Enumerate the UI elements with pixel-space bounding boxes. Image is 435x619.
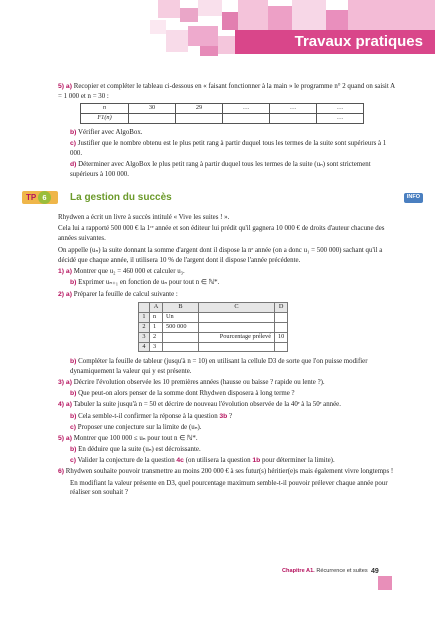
row-number: 1	[139, 313, 150, 323]
table-cell: …	[317, 114, 364, 124]
table-cell: 29	[176, 104, 223, 114]
sheet-cell	[199, 313, 275, 323]
sheet-cell	[275, 342, 288, 352]
intro-p2: Cela lui a rapporté 500 000 € la 1ʳᵉ année et son éditeur lui prédit qu'il gagnera 10 000 € de droits d'auteur chacune des années suivantes.	[58, 225, 385, 242]
question-5b	[58, 128, 398, 138]
question-text: pour déterminer la limite).	[261, 457, 335, 465]
question-6-continued: En modifiant la valeur présente en D3, quel pourcentage maximum semble-t-il pouvoir prélever chaque année pour réaliser son souhait ?	[70, 479, 388, 497]
question-text: Montrer que u₂ = 460 000 et calculer u₃.	[73, 268, 185, 276]
row-number: 3	[139, 332, 150, 342]
sheet-cell: 500 000	[163, 322, 199, 332]
question-number: b)	[70, 412, 77, 420]
question-text: Rhydwen souhaite pouvoir transmettre au moins 200 000 € à ses futur(s) héritier(e)s mais également vivre longtemps !	[65, 468, 394, 476]
tp6-content	[58, 213, 398, 499]
question-3b	[58, 389, 398, 399]
question-text: Proposer une conjecture sur la limite de (uₙ).	[77, 423, 202, 431]
intro-p1: Rhydwen a écrit un livre à succès intitulé « Vive les suites ! ».	[58, 214, 230, 221]
question-text: Exprimer uₙ₊₁ en fonction de uₙ pour tout n ∈ ℕ*.	[78, 279, 220, 287]
table-row	[81, 114, 364, 124]
tp-number: 6	[38, 191, 51, 204]
table-cell	[129, 114, 176, 124]
sheet-row	[139, 342, 288, 352]
sheet-cell	[199, 322, 275, 332]
question-text: (on utilisera la question	[185, 457, 251, 465]
question-number: d)	[70, 161, 77, 169]
page-number: 49	[371, 568, 379, 575]
question-4a	[58, 400, 398, 410]
question-text: Tabuler la suite jusqu'à n = 50 et décrire de nouveau l'évolution observée de la 40ᵉ à la 50ᵉ année.	[73, 401, 341, 409]
question-number: b)	[70, 279, 77, 287]
question-2b	[58, 357, 398, 376]
table-cell: F1(n)	[81, 114, 129, 124]
sheet-cell	[199, 342, 275, 352]
question-4b	[58, 412, 398, 422]
intro-p3: On appelle (uₙ) la suite donnant la somme d'argent dont il dispose la nᵉ année (on a donc u₁ = 500 000) sachant qu'il a décidé que chaque année, il utilisera 10 % de l'argent dont il dispose l'année précédente.	[58, 247, 383, 265]
exercise-5	[58, 82, 398, 181]
question-text: En déduire que la suite (uₙ) est décroissante.	[78, 446, 201, 454]
sheet-header-row	[139, 303, 288, 313]
sheet-row	[139, 313, 288, 323]
sheet-cell: 1	[150, 322, 163, 332]
table-cell: n	[81, 104, 129, 114]
question-2a	[58, 290, 398, 300]
question-number: 5) a)	[58, 83, 72, 90]
sheet-cell: Pourcentage prélevé	[199, 332, 275, 342]
col-header: C	[199, 303, 275, 313]
question-text: Recopier et compléter le tableau ci-dessous en « faisant fonctionner à la main » le programme n° 2 quand on saisit A = 1 000 et n = 30 :	[58, 83, 395, 100]
row-number: 4	[139, 342, 150, 352]
question-number: b)	[70, 446, 77, 454]
question-text: Vérifier avec AlgoBox.	[78, 129, 143, 137]
question-6	[58, 467, 398, 477]
question-5c-tp	[58, 456, 398, 466]
question-text: ?	[227, 412, 233, 420]
spreadsheet	[138, 302, 288, 352]
question-number: 2) a)	[58, 290, 72, 298]
question-text: Montrer que 100 000 ≤ uₙ pour tout n ∈ ℕ*.	[73, 434, 198, 442]
col-header: D	[275, 303, 288, 313]
table-cell: …	[223, 104, 270, 114]
question-reference: 1b	[252, 457, 261, 465]
table-cell	[270, 114, 317, 124]
question-text: Préparer la feuille de calcul suivante :	[73, 290, 178, 298]
question-5a	[58, 82, 398, 101]
question-number: 4) a)	[58, 401, 72, 409]
question-1b	[58, 278, 398, 288]
question-5b-tp	[58, 445, 398, 455]
tp-banner	[12, 191, 425, 205]
question-text: Que peut-on alors penser de la somme dont Rhydwen disposera à long terme ?	[78, 390, 295, 398]
sheet-cell: 10	[275, 332, 288, 342]
question-number: 6)	[58, 468, 65, 476]
question-number: b)	[70, 390, 77, 398]
sheet-row	[139, 332, 288, 342]
question-4c	[58, 423, 398, 433]
sheet-cell	[163, 342, 199, 352]
footer-tab	[378, 576, 392, 590]
table-cell	[176, 114, 223, 124]
table-cell	[223, 114, 270, 124]
sheet-row	[139, 322, 288, 332]
col-header: A	[150, 303, 163, 313]
table-cell: …	[317, 104, 364, 114]
question-number: c)	[70, 457, 77, 465]
page-title: Travaux pratiques	[294, 33, 423, 50]
question-text: Justifier que le nombre obtenu est le plus petit rang à partir duquel tous les termes de la suite sont supérieurs à 1 000.	[70, 140, 387, 158]
question-number: c)	[70, 140, 77, 148]
sheet-cell: 3	[150, 342, 163, 352]
question-number: b)	[70, 358, 77, 366]
row-number: 2	[139, 322, 150, 332]
col-header: B	[163, 303, 199, 313]
question-text: Déterminer avec AlgoBox le plus petit rang à partir duquel tous les termes de la suite (uₙ) sont strictement supérieurs à 100 000.	[70, 161, 371, 178]
question-number: 5) a)	[58, 434, 72, 442]
sheet-cell: 2	[150, 332, 163, 342]
question-1a	[58, 267, 398, 277]
question-number: 3) a)	[58, 379, 72, 387]
footer-chapter	[282, 568, 368, 576]
sheet-cell: n	[150, 313, 163, 323]
table-row	[81, 104, 364, 114]
info-badge: INFO	[404, 193, 423, 203]
sheet-cell: Un	[163, 313, 199, 323]
question-reference: 4c	[176, 457, 184, 465]
sheet-cell	[275, 322, 288, 332]
question-text: Cela semble-t-il confirmer la réponse à la question	[78, 412, 218, 420]
sheet-cell	[163, 332, 199, 342]
question-number: 1) a)	[58, 268, 72, 276]
question-text: Compléter la feuille de tableur (jusqu'à n = 10) en utilisant la cellule D3 de sorte que l'on puisse modifier dynamiquement la valeur qui y est présente.	[70, 358, 368, 375]
question-3a	[58, 378, 398, 388]
question-text: Valider la conjecture de la question	[77, 457, 175, 465]
question-text: Décrire l'évolution observée les 10 premières années (hausse ou baisse ? rapide ou lente ?).	[73, 379, 325, 387]
tp-title: La gestion du succès	[70, 192, 172, 203]
chapter-label: Chapitre A1.	[282, 568, 315, 574]
question-5a-tp	[58, 434, 398, 444]
values-table	[80, 103, 364, 124]
table-cell: …	[270, 104, 317, 114]
table-cell: 30	[129, 104, 176, 114]
question-reference: 3b	[219, 412, 228, 420]
tp-label: TP	[26, 193, 37, 202]
question-5c	[58, 139, 398, 158]
chapter-subject: Récurrence et suites	[316, 568, 368, 574]
question-5d	[58, 160, 398, 179]
sheet-cell	[275, 313, 288, 323]
question-number: b)	[70, 129, 77, 137]
question-number: c)	[70, 423, 77, 431]
corner-cell	[139, 303, 150, 313]
